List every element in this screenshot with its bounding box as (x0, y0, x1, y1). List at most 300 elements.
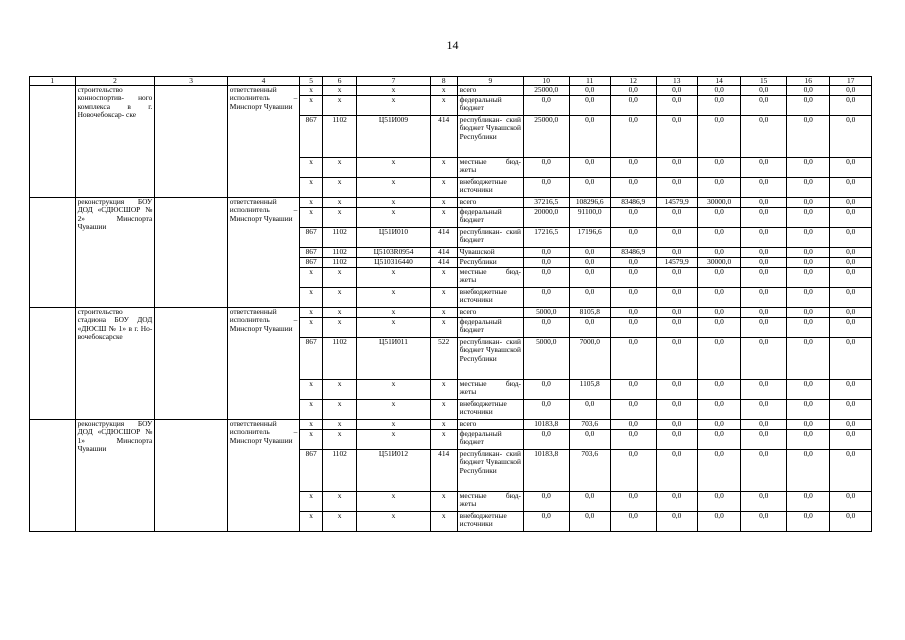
amount-cell: 5000,0 (523, 308, 569, 318)
amount-cell: 30000,0 (697, 258, 740, 268)
amount-cell: 0,0 (741, 380, 787, 400)
code-cell: x (300, 318, 323, 338)
amount-cell: 0,0 (569, 512, 610, 532)
row-index-cell (30, 308, 76, 420)
executor-cell: ответственный исполнитель – Минспорт Чувашии (227, 420, 299, 532)
funding-source: федеральный бюджет (457, 208, 523, 228)
amount-cell: 0,0 (523, 178, 569, 198)
amount-cell: 0,0 (786, 288, 829, 308)
code-cell: x (300, 86, 323, 96)
code-cell: 522 (430, 338, 457, 380)
table-row (30, 308, 872, 318)
amount-cell: 0,0 (741, 96, 787, 116)
code-cell: x (357, 492, 431, 512)
amount-cell: 0,0 (569, 318, 610, 338)
amount-cell: 108296,6 (569, 198, 610, 208)
amount-cell: 0,0 (656, 158, 697, 178)
amount-cell: 0,0 (523, 512, 569, 532)
amount-cell: 0,0 (523, 258, 569, 268)
amount-cell: 0,0 (697, 318, 740, 338)
code-cell: x (300, 308, 323, 318)
amount-cell: 0,0 (569, 258, 610, 268)
amount-cell: 25000,0 (523, 116, 569, 158)
amount-cell: 0,0 (523, 400, 569, 420)
code-cell: 1102 (323, 248, 357, 258)
row-index-cell (30, 198, 76, 308)
amount-cell: 0,0 (786, 450, 829, 492)
code-cell: 867 (300, 248, 323, 258)
amount-cell: 0,0 (830, 96, 872, 116)
code-cell: x (430, 86, 457, 96)
code-cell: x (323, 420, 357, 430)
amount-cell: 0,0 (830, 492, 872, 512)
code-cell: 867 (300, 116, 323, 158)
amount-cell: 0,0 (697, 288, 740, 308)
amount-cell: 0,0 (656, 268, 697, 288)
code-cell: x (300, 268, 323, 288)
code-cell: x (430, 96, 457, 116)
code-cell: x (357, 208, 431, 228)
table-row (30, 420, 872, 430)
amount-cell: 0,0 (656, 492, 697, 512)
amount-cell: 1105,8 (569, 380, 610, 400)
amount-cell: 0,0 (610, 492, 656, 512)
code-cell: x (430, 158, 457, 178)
code-cell: x (430, 178, 457, 198)
amount-cell: 17196,6 (569, 228, 610, 248)
amount-cell: 0,0 (656, 308, 697, 318)
amount-cell: 0,0 (697, 96, 740, 116)
amount-cell: 0,0 (786, 380, 829, 400)
amount-cell: 0,0 (830, 198, 872, 208)
code-cell: x (430, 400, 457, 420)
amount-cell: 0,0 (830, 318, 872, 338)
amount-cell: 0,0 (610, 158, 656, 178)
amount-cell: 0,0 (741, 308, 787, 318)
amount-cell: 0,0 (830, 178, 872, 198)
code-cell: x (430, 208, 457, 228)
amount-cell: 0,0 (786, 228, 829, 248)
code-cell: x (430, 420, 457, 430)
code-cell: x (430, 380, 457, 400)
funding-source: местные бюд- жеты (457, 380, 523, 400)
amount-cell: 0,0 (656, 380, 697, 400)
amount-cell: 0,0 (656, 288, 697, 308)
amount-cell: 0,0 (830, 258, 872, 268)
code-cell: 1102 (323, 116, 357, 158)
amount-cell: 0,0 (741, 268, 787, 288)
amount-cell: 0,0 (786, 258, 829, 268)
code-cell: 1102 (323, 450, 357, 492)
amount-cell: 91100,0 (569, 208, 610, 228)
code-cell: x (430, 430, 457, 450)
amount-cell: 7000,0 (569, 338, 610, 380)
amount-cell: 0,0 (786, 158, 829, 178)
funding-source: местные бюд- жеты (457, 492, 523, 512)
amount-cell: 0,0 (656, 512, 697, 532)
funding-source: республикан- ский бюджет Чувашской Республики (457, 338, 523, 380)
code-cell: x (323, 512, 357, 532)
code-cell: x (357, 512, 431, 532)
amount-cell: 0,0 (786, 420, 829, 430)
amount-cell: 0,0 (523, 318, 569, 338)
amount-cell: 0,0 (786, 86, 829, 96)
code-cell: 414 (430, 450, 457, 492)
code-cell: 414 (430, 258, 457, 268)
amount-cell: 0,0 (830, 158, 872, 178)
code-cell: x (430, 288, 457, 308)
executor-cell: ответственный исполнитель – Минспорт Чувашии (227, 198, 299, 308)
amount-cell: 0,0 (656, 430, 697, 450)
code-cell: x (323, 430, 357, 450)
amount-cell: 0,0 (610, 420, 656, 430)
executor-cell: ответственный исполнитель – Минспорт Чувашии (227, 308, 299, 420)
code-cell: x (323, 268, 357, 288)
amount-cell: 0,0 (830, 338, 872, 380)
code-cell: 867 (300, 450, 323, 492)
amount-cell: 0,0 (697, 268, 740, 288)
code-cell: x (300, 420, 323, 430)
amount-cell: 0,0 (786, 512, 829, 532)
code-cell: Ц51И009 (357, 116, 431, 158)
code-cell: 867 (300, 338, 323, 380)
code-cell: x (357, 288, 431, 308)
amount-cell: 0,0 (697, 308, 740, 318)
amount-cell: 0,0 (741, 492, 787, 512)
code-cell: x (323, 208, 357, 228)
amount-cell: 0,0 (656, 318, 697, 338)
amount-cell: 0,0 (569, 158, 610, 178)
code-cell: x (357, 96, 431, 116)
amount-cell: 0,0 (656, 96, 697, 116)
amount-cell: 0,0 (569, 268, 610, 288)
amount-cell: 0,0 (741, 512, 787, 532)
column-number: 10 (523, 77, 569, 86)
code-cell: x (357, 400, 431, 420)
amount-cell: 0,0 (830, 116, 872, 158)
amount-cell: 0,0 (656, 208, 697, 228)
amount-cell: 0,0 (741, 158, 787, 178)
amount-cell: 0,0 (610, 258, 656, 268)
table-row (30, 198, 872, 208)
code-cell: x (357, 430, 431, 450)
code-cell: x (323, 178, 357, 198)
amount-cell: 0,0 (786, 198, 829, 208)
funding-source: федеральный бюджет (457, 96, 523, 116)
code-cell: 414 (430, 248, 457, 258)
code-cell: x (430, 492, 457, 512)
funding-source: Республики (457, 258, 523, 268)
amount-cell: 0,0 (569, 492, 610, 512)
amount-cell: 0,0 (610, 512, 656, 532)
code-cell: 1102 (323, 338, 357, 380)
measure-name: реконструкция БОУ ДОД «СДЮСШОР № 2» Минспорта Чувашии (75, 198, 155, 308)
code-cell: x (430, 198, 457, 208)
funding-source: Чувашской (457, 248, 523, 258)
amount-cell: 0,0 (656, 248, 697, 258)
code-cell: Ц5103R0954 (357, 248, 431, 258)
code-cell: x (357, 158, 431, 178)
code-cell: Ц51И011 (357, 338, 431, 380)
column-number: 17 (830, 77, 872, 86)
amount-cell: 0,0 (610, 450, 656, 492)
amount-cell: 0,0 (741, 430, 787, 450)
amount-cell: 0,0 (786, 338, 829, 380)
funding-source: внебюджетные источники (457, 512, 523, 532)
amount-cell: 0,0 (830, 380, 872, 400)
amount-cell: 0,0 (610, 96, 656, 116)
amount-cell: 0,0 (786, 96, 829, 116)
code-cell: 867 (300, 228, 323, 248)
amount-cell: 0,0 (741, 318, 787, 338)
executor-cell: ответственный исполнитель – Минспорт Чувашии (227, 86, 299, 198)
column-number: 4 (227, 77, 299, 86)
column-number: 6 (323, 77, 357, 86)
amount-cell: 20000,0 (523, 208, 569, 228)
amount-cell: 0,0 (786, 400, 829, 420)
amount-cell: 0,0 (697, 430, 740, 450)
empty-cell (155, 420, 227, 532)
amount-cell: 0,0 (523, 248, 569, 258)
amount-cell: 0,0 (741, 338, 787, 380)
amount-cell: 0,0 (830, 420, 872, 430)
column-number: 9 (457, 77, 523, 86)
amount-cell: 0,0 (523, 158, 569, 178)
column-number: 8 (430, 77, 457, 86)
amount-cell: 25000,0 (523, 86, 569, 96)
measure-name: строительство стадиона БОУ ДОД «ДЮСШ № 1» в г. Но- вочебоксарске (75, 308, 155, 420)
funding-source: всего (457, 86, 523, 96)
code-cell: x (323, 96, 357, 116)
amount-cell: 0,0 (697, 380, 740, 400)
amount-cell: 0,0 (830, 400, 872, 420)
empty-cell (155, 308, 227, 420)
funding-source: федеральный бюджет (457, 430, 523, 450)
funding-source: внебюджетные источники (457, 288, 523, 308)
amount-cell: 0,0 (830, 86, 872, 96)
funding-source: республикан- ский бюджет Чувашской Республики (457, 116, 523, 158)
amount-cell: 0,0 (697, 338, 740, 380)
column-number: 5 (300, 77, 323, 86)
column-number: 2 (75, 77, 155, 86)
amount-cell: 0,0 (610, 208, 656, 228)
funding-source: федеральный бюджет (457, 318, 523, 338)
code-cell: x (323, 318, 357, 338)
page-number: 14 (446, 38, 459, 52)
amount-cell: 83486,9 (610, 198, 656, 208)
amount-cell: 0,0 (741, 258, 787, 268)
program-table (29, 76, 872, 532)
amount-cell: 0,0 (830, 512, 872, 532)
amount-cell: 0,0 (830, 248, 872, 258)
amount-cell: 703,6 (569, 420, 610, 430)
code-cell: x (357, 268, 431, 288)
funding-source: республикан- ский бюджет (457, 228, 523, 248)
funding-source: всего (457, 420, 523, 430)
amount-cell: 0,0 (656, 116, 697, 158)
amount-cell: 0,0 (786, 178, 829, 198)
amount-cell: 0,0 (610, 86, 656, 96)
amount-cell: 0,0 (697, 512, 740, 532)
amount-cell: 0,0 (830, 208, 872, 228)
amount-cell: 0,0 (830, 308, 872, 318)
code-cell: x (323, 308, 357, 318)
amount-cell: 0,0 (610, 116, 656, 158)
amount-cell: 0,0 (656, 178, 697, 198)
amount-cell: 0,0 (569, 430, 610, 450)
amount-cell: 10183,8 (523, 420, 569, 430)
amount-cell: 0,0 (610, 308, 656, 318)
code-cell: x (357, 198, 431, 208)
funding-source: местные бюд- жеты (457, 268, 523, 288)
code-cell: x (430, 308, 457, 318)
amount-cell: 0,0 (569, 86, 610, 96)
code-cell: x (300, 400, 323, 420)
amount-cell: 0,0 (830, 450, 872, 492)
code-cell: x (323, 400, 357, 420)
amount-cell: 0,0 (569, 400, 610, 420)
code-cell: x (300, 492, 323, 512)
code-cell: x (323, 288, 357, 308)
code-cell: x (323, 492, 357, 512)
amount-cell: 0,0 (610, 430, 656, 450)
code-cell: x (300, 96, 323, 116)
code-cell: x (300, 288, 323, 308)
code-cell: 1102 (323, 258, 357, 268)
amount-cell: 0,0 (610, 228, 656, 248)
code-cell: x (300, 380, 323, 400)
column-number: 12 (610, 77, 656, 86)
amount-cell: 0,0 (741, 248, 787, 258)
code-cell: x (300, 178, 323, 198)
amount-cell: 0,0 (741, 198, 787, 208)
amount-cell: 0,0 (610, 178, 656, 198)
amount-cell: 0,0 (741, 116, 787, 158)
amount-cell: 0,0 (786, 208, 829, 228)
code-cell: x (323, 86, 357, 96)
column-number: 14 (697, 77, 740, 86)
amount-cell: 0,0 (830, 268, 872, 288)
column-number: 1 (30, 77, 76, 86)
measure-name: реконструкция БОУ ДОД «СДЮСШОР № 1» Минспорта Чувашии (75, 420, 155, 532)
amount-cell: 0,0 (656, 86, 697, 96)
amount-cell: 0,0 (569, 116, 610, 158)
code-cell: 414 (430, 228, 457, 248)
funding-source: внебюджетные источники (457, 178, 523, 198)
amount-cell: 0,0 (523, 288, 569, 308)
amount-cell: 0,0 (523, 380, 569, 400)
funding-source: республикан- ский бюджет Чувашской Республики (457, 450, 523, 492)
amount-cell: 0,0 (697, 248, 740, 258)
code-cell: Ц51И012 (357, 450, 431, 492)
code-cell: x (357, 380, 431, 400)
code-cell: x (357, 86, 431, 96)
amount-cell: 10183,8 (523, 450, 569, 492)
code-cell: 867 (300, 258, 323, 268)
amount-cell: 0,0 (569, 178, 610, 198)
amount-cell: 0,0 (741, 400, 787, 420)
amount-cell: 0,0 (656, 450, 697, 492)
row-index-cell (30, 86, 76, 198)
amount-cell: 703,6 (569, 450, 610, 492)
empty-cell (155, 86, 227, 198)
amount-cell: 37216,5 (523, 198, 569, 208)
amount-cell: 0,0 (697, 208, 740, 228)
amount-cell: 0,0 (830, 430, 872, 450)
amount-cell: 0,0 (656, 400, 697, 420)
amount-cell: 0,0 (786, 308, 829, 318)
code-cell: x (357, 178, 431, 198)
funding-source: всего (457, 308, 523, 318)
code-cell: x (430, 268, 457, 288)
amount-cell: 0,0 (697, 420, 740, 430)
column-number: 7 (357, 77, 431, 86)
funding-source: внебюджетные источники (457, 400, 523, 420)
column-number-row (30, 77, 872, 86)
code-cell: 414 (430, 116, 457, 158)
amount-cell: 0,0 (697, 86, 740, 96)
amount-cell: 0,0 (656, 338, 697, 380)
funding-source: всего (457, 198, 523, 208)
amount-cell: 0,0 (523, 96, 569, 116)
amount-cell: 14579,9 (656, 198, 697, 208)
code-cell: x (430, 318, 457, 338)
amount-cell: 0,0 (697, 116, 740, 158)
amount-cell: 0,0 (523, 430, 569, 450)
empty-cell (155, 198, 227, 308)
code-cell: Ц51И010 (357, 228, 431, 248)
amount-cell: 8105,8 (569, 308, 610, 318)
column-number: 15 (741, 77, 787, 86)
column-number: 13 (656, 77, 697, 86)
amount-cell: 0,0 (610, 338, 656, 380)
amount-cell: 0,0 (741, 208, 787, 228)
amount-cell: 0,0 (741, 178, 787, 198)
amount-cell: 0,0 (523, 268, 569, 288)
amount-cell: 0,0 (610, 288, 656, 308)
amount-cell: 83486,9 (610, 248, 656, 258)
amount-cell: 0,0 (786, 492, 829, 512)
code-cell: x (300, 512, 323, 532)
amount-cell: 0,0 (786, 268, 829, 288)
amount-cell: 0,0 (786, 430, 829, 450)
amount-cell: 0,0 (610, 268, 656, 288)
code-cell: x (323, 158, 357, 178)
amount-cell: 0,0 (697, 492, 740, 512)
code-cell: x (430, 512, 457, 532)
code-cell: x (300, 430, 323, 450)
amount-cell: 0,0 (741, 228, 787, 248)
amount-cell: 0,0 (610, 400, 656, 420)
amount-cell: 0,0 (697, 158, 740, 178)
code-cell: x (357, 318, 431, 338)
amount-cell: 0,0 (741, 288, 787, 308)
code-cell: x (323, 380, 357, 400)
amount-cell: 0,0 (569, 288, 610, 308)
amount-cell: 0,0 (697, 450, 740, 492)
amount-cell: 0,0 (830, 288, 872, 308)
code-cell: x (300, 198, 323, 208)
amount-cell: 0,0 (741, 420, 787, 430)
amount-cell: 0,0 (656, 228, 697, 248)
amount-cell: 0,0 (786, 248, 829, 258)
amount-cell: 14579,9 (656, 258, 697, 268)
funding-source: местные бюд- жеты (457, 158, 523, 178)
amount-cell: 0,0 (786, 318, 829, 338)
amount-cell: 0,0 (741, 450, 787, 492)
code-cell: Ц510316440 (357, 258, 431, 268)
code-cell: 1102 (323, 228, 357, 248)
